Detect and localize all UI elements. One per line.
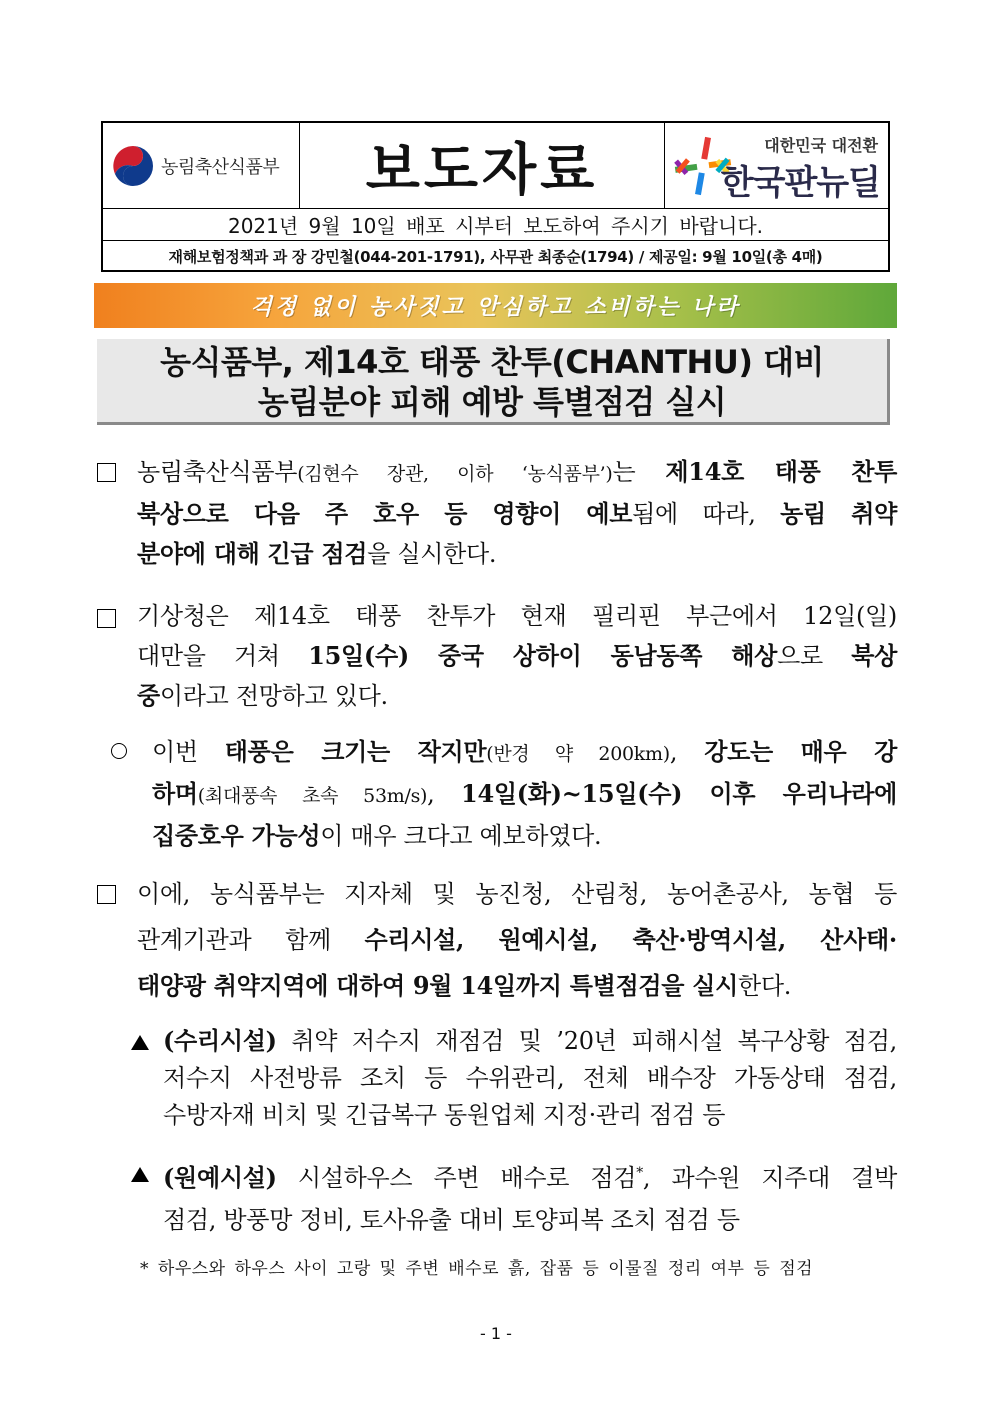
- paragraph-5-line-2: 저수지 사전방류 조치 등 수위관리, 전체 배수장 가동상태 점검,: [163, 1064, 897, 1092]
- paragraph-5-line-3: 수방자재 비치 및 긴급복구 동원업체 지정·관리 점검 등: [163, 1101, 726, 1129]
- doc-type-title: 보도자료: [365, 137, 599, 203]
- new-deal-wordmark: 한국판뉴딜: [720, 163, 880, 203]
- paragraph-4: [137, 872, 897, 1009]
- text-run: 한다.: [737, 972, 792, 1000]
- text-run-bold: 분야에 대해 긴급 점검: [137, 539, 368, 568]
- text-run: 취약 저수지 재점검 및 ’20년 피해시설 복구상황 점검,: [276, 1027, 897, 1055]
- paragraph-6-line-2: 점검, 방풍망 정비, 토사유출 대비 토양피복 조치 점검 등: [163, 1206, 740, 1234]
- paragraph-3-line-2: [152, 774, 897, 816]
- text-run: 는: [612, 458, 666, 486]
- text-run-bold: (원예시설): [163, 1163, 277, 1192]
- new-deal-tagline: 대한민국 대전환: [764, 136, 878, 155]
- paragraph-5-line-1: [163, 1022, 897, 1060]
- paragraph-2-line-2: [137, 636, 897, 676]
- paragraph-6: [163, 1152, 897, 1241]
- text-run: 이 매우 크다고 예보하였다.: [320, 822, 602, 850]
- text-run-bold: 북상으로 다음 주 호우 등 영향이 예보: [137, 499, 633, 528]
- headline-box: [97, 339, 890, 425]
- ministry-logo: [103, 123, 300, 208]
- paragraph-1-line-1: [137, 452, 897, 494]
- paragraph-6-line-1: [163, 1152, 897, 1199]
- triangle-bullet-icon: [131, 1035, 149, 1050]
- text-run: 대만을 거쳐: [137, 642, 309, 670]
- text-run: (반경 약 200km): [486, 743, 670, 765]
- header-top-row: [103, 123, 888, 209]
- text-run: 시설하우스 주변 배수로 점검: [276, 1164, 637, 1192]
- text-run-bold: (수리시설): [163, 1026, 277, 1055]
- text-run-bold: 15일(수) 중국 상하이 동남동쪽 해상: [308, 641, 778, 670]
- circle-bullet-icon: [111, 743, 127, 759]
- page-number: - 1 -: [480, 1324, 512, 1343]
- square-bullet-icon: [97, 609, 116, 628]
- paragraph-1-line-3: [137, 534, 897, 574]
- triangle-bullet-icon: [131, 1167, 149, 1182]
- text-run-bold: 강도는 매우 강: [704, 737, 897, 766]
- paragraph-4-line-2: [137, 917, 897, 963]
- headline-line-1: 농식품부, 제14호 태풍 찬투(CHANTHU) 대비: [160, 343, 824, 381]
- paragraph-2-line-1: 기상청은 제14호 태풍 찬투가 현재 필리핀 부근에서 12일(일): [137, 602, 897, 630]
- text-run-bold: 중: [137, 681, 160, 710]
- footnote: * 하우스와 하우스 사이 고랑 및 주변 배수로 흙, 잡품 등 이물질 정리 여부 등 점검: [140, 1259, 814, 1279]
- ministry-name: 농림축산식품부: [161, 156, 280, 178]
- paragraph-4-line-1: 이에, 농식품부는 지자체 및 농진청, 산림청, 농어촌공사, 농협 등: [137, 880, 897, 908]
- text-run: ,: [669, 738, 705, 766]
- paragraph-3-line-3: [152, 816, 897, 856]
- square-bullet-icon: [97, 463, 116, 482]
- paragraph-1-line-2: [137, 494, 897, 534]
- text-run: ,: [427, 780, 462, 808]
- footnote-mark: *: [636, 1165, 643, 1181]
- text-run: 관계기관과 함께: [137, 926, 365, 954]
- square-bullet-icon: [97, 885, 116, 904]
- text-run: 됨에 따라,: [632, 500, 781, 528]
- text-run-bold: 집중호우 가능성: [152, 821, 321, 850]
- paragraph-4-line-3: [137, 963, 897, 1009]
- text-run: 농림축산식품부: [137, 458, 298, 486]
- text-run: 이라고 전망하고 있다.: [159, 682, 388, 710]
- paragraph-3-line-1: [152, 732, 897, 774]
- text-run-bold: 제14호 태풍 찬투: [665, 457, 897, 486]
- headline-line-2: 농림분야 피해 예방 특별점검 실시: [257, 383, 727, 421]
- text-run: (최대풍속 초속 53m/s): [197, 785, 428, 807]
- paragraph-5: [163, 1022, 897, 1134]
- text-run-bold: 태풍은 크기는 작지만: [224, 737, 487, 766]
- paragraph-3: [152, 732, 897, 856]
- text-run: 이번: [152, 738, 225, 766]
- slogan-text: 걱정 없이 농사짓고 안심하고 소비하는 나라: [250, 294, 741, 320]
- korean-new-deal-logo: [664, 123, 888, 208]
- taegeuk-emblem-icon: [111, 144, 155, 188]
- text-run-bold: 하며: [152, 779, 198, 808]
- press-release-header: [101, 121, 890, 272]
- paragraph-2-line-3: [137, 676, 897, 716]
- text-run-bold: 14일(화)~15일(수) 이후 우리나라에: [461, 779, 897, 808]
- text-run: 을 실시한다.: [367, 540, 497, 568]
- text-run: 으로: [777, 642, 852, 670]
- paragraph-1: [137, 452, 897, 574]
- text-run-bold: 수리시설, 원예시설, 축산·방역시설, 산사태·: [364, 925, 897, 954]
- text-run: , 과수원 지주대 결박: [642, 1164, 897, 1192]
- contact-info: 재해보험정책과 과 장 강민철(044-201-1791), 사무관 최종순(1794) / 제공일: 9월 10일(총 4매): [168, 247, 823, 266]
- text-run: (김현수 장관, 이하 ‘농식품부’): [297, 463, 613, 485]
- text-run-bold: 농림 취약: [780, 499, 898, 528]
- slogan-banner: [94, 283, 897, 328]
- embargo-notice: 2021년 9월 10일 배포 시부터 보도하여 주시기 바랍니다.: [103, 208, 888, 241]
- text-run-bold: 태양광 취약지역에 대하여 9월 14일까지 특별점검을 실시: [137, 971, 738, 1000]
- text-run-bold: 북상: [851, 641, 897, 670]
- paragraph-2: [137, 597, 897, 716]
